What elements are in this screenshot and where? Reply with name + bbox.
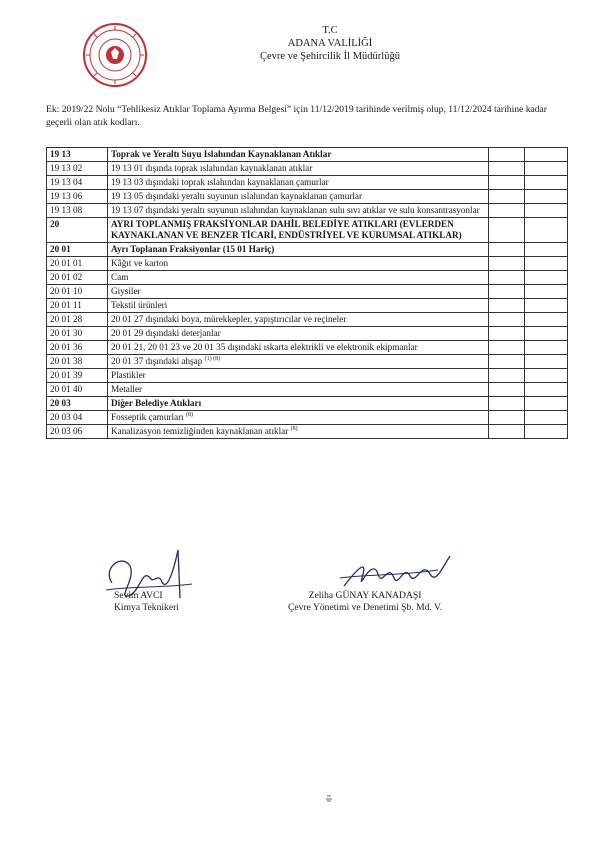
- waste-description-text: 20 01 27 dışındaki boya, mürekkepler, yapıştırıcılar ve reçineler: [111, 314, 347, 324]
- waste-code-cell: 20 03: [47, 397, 108, 411]
- table-row: [47, 355, 568, 369]
- table-row: [47, 243, 568, 257]
- waste-description-cell: [108, 162, 489, 176]
- header-tc: T.C: [322, 25, 338, 36]
- empty-cell: [525, 257, 568, 271]
- waste-code-cell: 20 01 11: [47, 299, 108, 313]
- empty-cell: [489, 162, 525, 176]
- empty-cell: [489, 243, 525, 257]
- footnote-reference: (1) (8): [204, 355, 221, 362]
- document-header: [150, 24, 510, 63]
- waste-description-cell: [108, 218, 489, 243]
- waste-description-text: Fosseptik çamurları: [111, 412, 184, 422]
- waste-description-cell: [108, 327, 489, 341]
- empty-cell: [525, 148, 568, 162]
- waste-code-cell: 20 01 28: [47, 313, 108, 327]
- empty-cell: [525, 383, 568, 397]
- waste-code-cell: 20 01 10: [47, 285, 108, 299]
- waste-description-text: Toprak ve Yeraltı Suyu Islahından Kaynaklanan Atıklar: [111, 149, 332, 159]
- empty-cell: [489, 383, 525, 397]
- empty-cell: [489, 285, 525, 299]
- waste-description-cell: [108, 271, 489, 285]
- waste-description-text: AYRI TOPLANMIŞ FRAKSİYONLAR DAHİL BELEDİYE ATIKLARI (EVLERDEN KAYNAKLANAN VE BENZER TİCARİ, ENDÜSTRİYEL VE KURUMSAL ATIKLAR): [111, 219, 462, 240]
- waste-description-cell: [108, 341, 489, 355]
- empty-cell: [525, 204, 568, 218]
- waste-description-cell: [108, 204, 489, 218]
- empty-cell: [525, 285, 568, 299]
- waste-code-cell: 20 01 02: [47, 271, 108, 285]
- waste-code-cell: 20 01 38: [47, 355, 108, 369]
- waste-code-cell: 20 01 36: [47, 341, 108, 355]
- waste-code-table: [46, 147, 568, 439]
- waste-description-text: 19 13 03 dışındaki toprak ıslahından kaynaklanan çamurlar: [111, 177, 329, 187]
- empty-cell: [489, 313, 525, 327]
- waste-description-text: Diğer Belediye Atıkları: [111, 398, 202, 408]
- waste-code-cell: 20 01 39: [47, 369, 108, 383]
- waste-description-cell: [108, 190, 489, 204]
- table-row: [47, 299, 568, 313]
- empty-cell: [525, 397, 568, 411]
- table-row: [47, 313, 568, 327]
- empty-cell: [525, 299, 568, 313]
- empty-cell: [489, 190, 525, 204]
- table-row: [47, 285, 568, 299]
- waste-description-cell: [108, 257, 489, 271]
- table-row: [47, 176, 568, 190]
- empty-cell: [489, 341, 525, 355]
- waste-code-cell: 20 03 06: [47, 425, 108, 439]
- empty-cell: [525, 243, 568, 257]
- waste-code-cell: 19 13: [47, 148, 108, 162]
- empty-cell: [489, 204, 525, 218]
- empty-cell: [489, 425, 525, 439]
- waste-code-table-body: [47, 148, 568, 439]
- table-row: [47, 162, 568, 176]
- empty-cell: [489, 176, 525, 190]
- waste-description-cell: [108, 243, 489, 257]
- empty-cell: [489, 327, 525, 341]
- waste-code-cell: 20: [47, 218, 108, 243]
- waste-description-cell: [108, 411, 489, 425]
- waste-description-cell: [108, 176, 489, 190]
- waste-description-cell: [108, 383, 489, 397]
- table-row: [47, 411, 568, 425]
- waste-code-cell: 20 01 40: [47, 383, 108, 397]
- waste-description-text: Metaller: [111, 384, 143, 394]
- empty-cell: [525, 355, 568, 369]
- empty-cell: [489, 299, 525, 313]
- table-row: [47, 341, 568, 355]
- table-row: [47, 327, 568, 341]
- footer-mark-icon: [325, 793, 333, 803]
- waste-code-cell: 19 13 06: [47, 190, 108, 204]
- waste-code-cell: 20 01 01: [47, 257, 108, 271]
- table-row: [47, 383, 568, 397]
- signature-left-name: Sevim AVCI: [114, 590, 163, 601]
- empty-cell: [525, 369, 568, 383]
- empty-cell: [525, 190, 568, 204]
- waste-description-text: Kâğıt ve karton: [111, 258, 169, 268]
- signature-left: [114, 590, 179, 614]
- waste-description-cell: [108, 425, 489, 439]
- signature-right-title: Çevre Yönetimi ve Denetimi Şb. Md. V.: [288, 602, 443, 613]
- waste-code-cell: 20 03 04: [47, 411, 108, 425]
- table-row: [47, 190, 568, 204]
- table-row: [47, 271, 568, 285]
- waste-description-text: 20 01 37 dışındaki ahşap: [111, 356, 203, 366]
- ministry-seal-logo: [82, 22, 148, 88]
- empty-cell: [489, 271, 525, 285]
- table-row: [47, 397, 568, 411]
- empty-cell: [489, 369, 525, 383]
- waste-description-cell: [108, 148, 489, 162]
- waste-description-text: 20 01 29 dışındaki deterjanlar: [111, 328, 221, 338]
- empty-cell: [525, 313, 568, 327]
- empty-cell: [489, 218, 525, 243]
- empty-cell: [489, 411, 525, 425]
- waste-description-text: Kanalizasyon temizliğinden kaynaklanan atıklar: [111, 426, 289, 436]
- waste-description-cell: [108, 369, 489, 383]
- table-row: [47, 148, 568, 162]
- waste-description-text: Giysiler: [111, 286, 141, 296]
- waste-code-cell: 19 13 08: [47, 204, 108, 218]
- header-governorship: ADANA VALİLİĞİ: [287, 38, 373, 49]
- empty-cell: [489, 257, 525, 271]
- waste-code-cell: 20 01 30: [47, 327, 108, 341]
- waste-description-text: 20 01 21, 20 01 23 ve 20 01 35 dışındaki ıskarta elektrikli ve elektronik ekipmanlar: [111, 342, 418, 352]
- footnote-reference: (8): [290, 425, 298, 432]
- waste-description-text: 19 13 05 dışındaki yeraltı suyunun ıslahından kaynaklanan çamurlar: [111, 191, 363, 201]
- empty-cell: [525, 271, 568, 285]
- waste-description-cell: [108, 355, 489, 369]
- waste-description-cell: [108, 313, 489, 327]
- table-row: [47, 257, 568, 271]
- waste-description-text: 19 13 07 dışındaki yeraltı suyunun ıslahından kaynaklanan sulu sıvı atıklar ve sulu konsantrasyonlar: [111, 205, 480, 215]
- empty-cell: [525, 176, 568, 190]
- footnote-reference: (8): [186, 411, 194, 418]
- empty-cell: [525, 218, 568, 243]
- empty-cell: [525, 411, 568, 425]
- intro-paragraph: Ek: 2019/22 Nolu “Tehlikesiz Atıklar Toplama Ayırma Belgesi” için 11/12/2019 tarihinde verilmiş olup, 11/12/2024 tarihine kadar geçerli olan atık kodları.: [46, 104, 547, 128]
- signature-right: [288, 590, 442, 614]
- waste-description-cell: [108, 397, 489, 411]
- waste-description-text: Tekstil ürünleri: [111, 300, 168, 310]
- empty-cell: [525, 341, 568, 355]
- empty-cell: [525, 327, 568, 341]
- empty-cell: [525, 425, 568, 439]
- signature-right-name: Zeliha GÜNAY KANADAŞI: [308, 590, 422, 601]
- table-row: [47, 218, 568, 243]
- table-row: [47, 425, 568, 439]
- waste-code-cell: 19 13 04: [47, 176, 108, 190]
- signature-left-title: Kimya Teknikeri: [114, 602, 179, 613]
- waste-description-text: Ayrı Toplanan Fraksiyonlar (15 01 Hariç): [111, 244, 275, 254]
- waste-description-text: Plastikler: [111, 370, 146, 380]
- waste-description-text: Cam: [111, 272, 129, 282]
- empty-cell: [525, 162, 568, 176]
- waste-description-cell: [108, 285, 489, 299]
- empty-cell: [489, 355, 525, 369]
- table-row: [47, 369, 568, 383]
- empty-cell: [489, 397, 525, 411]
- waste-description-cell: [108, 299, 489, 313]
- waste-description-text: 19 13 01 dışında toprak ıslahından kaynaklanan atıklar: [111, 163, 313, 173]
- table-row: [47, 204, 568, 218]
- waste-code-cell: 20 01: [47, 243, 108, 257]
- empty-cell: [489, 148, 525, 162]
- header-directorate: Çevre ve Şehircilik İl Müdürlüğü: [260, 51, 400, 62]
- waste-code-cell: 19 13 02: [47, 162, 108, 176]
